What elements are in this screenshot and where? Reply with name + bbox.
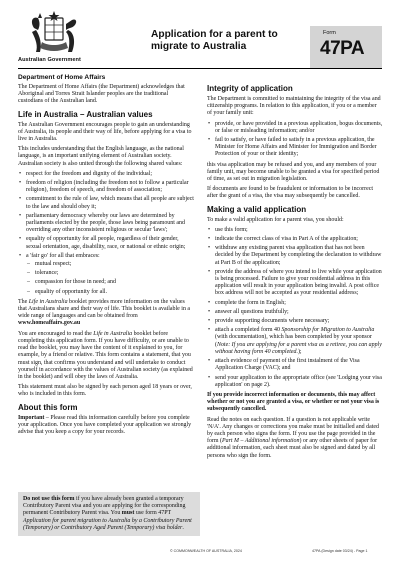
statement-paragraph: This statement must also be signed by each person aged 18 years or over, who is included in this form. bbox=[18, 384, 192, 398]
notice-bold: Do not use this form bbox=[23, 496, 75, 502]
integrity-heading: Integrity of application bbox=[207, 84, 293, 93]
left-column bbox=[18, 84, 194, 439]
instructions-text: Read the notes on each question. If a question is not applicable write 'N/A'. Any changes or corrections you make must be initialled and dated by each person who signs the form. If you use the page provided in the form ( bbox=[207, 416, 379, 445]
page-footer: 47PA (Design date 03/24) - Page 1 bbox=[312, 549, 368, 553]
list-item: • provide the address of where you intend to live while your application is being processed. Failure to give your residential address in this application will result in your application being invalid. A post office box address will not be accepted as your residential address; bbox=[215, 269, 383, 298]
sublist-item: – mutual respect; bbox=[35, 261, 194, 268]
values-heading: Life in Australia – Australian values bbox=[18, 109, 153, 119]
list-item bbox=[26, 253, 194, 296]
retiree-note: Note: If you are applying for a parent visa as a retiree, you can apply without having form 40 completed. bbox=[215, 341, 382, 355]
fair-go-text: a 'fair go' for all that embraces: bbox=[26, 252, 100, 259]
encourage-paragraph bbox=[18, 331, 194, 381]
sublist-item: – tolerance; bbox=[35, 270, 194, 277]
integrity-paragraph: The Department is committed to maintaining the integrity of the visa and citizenship programs. In relation to this application, if you or a member of your family unit: bbox=[207, 96, 381, 117]
right-column bbox=[207, 84, 383, 463]
list-item: • fail to satisfy, or have failed to satisfy in a previous application, the Minister for Home Affairs and Minister for Immigration and Border Protection of your or their identity; bbox=[215, 137, 383, 159]
booklet-title: Life in Australia bbox=[28, 298, 68, 305]
encourage-text: booklet before completing this application form. If you have difficulty, or are unable to read the booklet, you may have the content of it explained to you, for example, by a friend or relative. This form contains a statement, that you must sign, that confirms you understand and will undertake to conduct yourself in accordance with the values of Australian society (as explained in the booklet) and will obey the laws of Australia. bbox=[18, 330, 193, 380]
notice-bold: must bbox=[121, 510, 135, 517]
values-paragraph-1: The Australian Government encourages people to gain an understanding of Australia, its people and their way of life, before applying for a visa to live in Australia. bbox=[18, 121, 192, 143]
notice-text: if you have already been granted a temporary Contributory Parent visa and you are applying for the corresponding permanent Contributory Parent visa. You bbox=[23, 496, 186, 517]
list-text: attach a completed form 40 bbox=[215, 327, 282, 334]
warning-paragraph: If you provide incorrect information or documents, this may affect whether or not you are granted a visa, or whether or not your visa is subsequently cancelled. bbox=[207, 391, 380, 413]
list-item: • withdraw any existing parent visa application that has not been decided by the Department by completing the declaration to withdraw at Part B of the application; bbox=[215, 245, 383, 267]
booklet-title: Life in Australia bbox=[93, 330, 133, 337]
sublist-item: – equality of opportunity for all. bbox=[35, 289, 194, 296]
instructions-text: ) or any other sheets of paper for additional information, each sheet must also be signed and dated by all persons who sign the form. bbox=[207, 438, 378, 459]
form-title: Application for a parent to migrate to Australia bbox=[151, 29, 278, 52]
valid-application-heading: Making a valid application bbox=[207, 204, 307, 214]
list-item: • provide, or have provided in a previous application, bogus documents, or false or misleading information; and/or bbox=[215, 121, 383, 135]
important-label: Important bbox=[18, 414, 45, 421]
list-item: • equality of opportunity for all people, regardless of their gender, sexual orientation, age, disability, race, or national or ethnic origin; bbox=[26, 236, 194, 250]
valid-application-list bbox=[207, 227, 383, 389]
encourage-text: You are encouraged to read the bbox=[18, 330, 94, 337]
header-rule bbox=[18, 68, 382, 69]
values-list bbox=[18, 171, 194, 296]
about-text: – Please read this information carefully before you complete your application. Once you have completed your application we strongly advise that you keep a copy for your records. bbox=[18, 414, 192, 435]
form-40-title: Sponsorship for Migration to Australia bbox=[281, 327, 375, 334]
copyright-footer: © COMMONWEALTH OF AUSTRALIA, 2024 bbox=[170, 549, 242, 553]
notice-text: use form 47PT bbox=[134, 510, 172, 517]
list-item: • use this form; bbox=[215, 227, 383, 234]
fraud-paragraph: If documents are found to be fraudulent or information to be incorrect after the grant of a visa, the visa may subsequently be cancelled. bbox=[207, 186, 374, 200]
acknowledgement-text: The Department of Home Affairs (the Department) acknowledges that Aboriginal and Torres Strait Islander peoples are the traditional custodians of the Australian land. bbox=[18, 84, 185, 105]
booklet-text: booklet provides more information on the values that Australians share and their way of life. This booklet is available in a wide range of languages and can be obtained from bbox=[18, 298, 191, 320]
website-link[interactable]: www.homeaffairs.gov.au bbox=[18, 320, 81, 327]
valid-application-paragraph: To make a valid application for a parent visa, you should: bbox=[207, 216, 344, 223]
sublist-item: – compassion for those in need; and bbox=[35, 279, 194, 286]
about-paragraph bbox=[18, 415, 194, 437]
list-item: • indicate the correct class of visa in Part A of the application; bbox=[215, 236, 383, 243]
form-label: Form bbox=[323, 30, 336, 36]
government-name: Australian Government bbox=[18, 57, 81, 63]
list-item: • freedom of religion (including the freedom not to follow a particular religion), freedom of speech, and freedom of association; bbox=[26, 180, 194, 194]
values-paragraph-2: This includes understanding that the English language, as the national language, is an important unifying element of Australian society. Australian society is also united through the following shared values: bbox=[18, 146, 184, 167]
instructions-paragraph bbox=[207, 417, 383, 460]
notice-form-title: Application for parent migration to Australia by a Contributory Parent (Temporary) or Contributory Aged Parent (Temporary) visa holder bbox=[23, 517, 192, 531]
fair-go-sublist bbox=[26, 261, 194, 296]
refusal-paragraph: this visa application may be refused and you, and any members of your family unit, may become unable to be granted a visa for specified period of time, as set out in migration legislation. bbox=[207, 161, 380, 183]
part-m-title: Part M – Additional information bbox=[222, 438, 300, 445]
list-item: • answer all questions truthfully; bbox=[215, 309, 383, 316]
list-item: • parliamentary democracy whereby our laws are determined by parliaments elected by the people, those laws being paramount and overriding any other inconsistent religious or secular 'laws'; bbox=[26, 213, 194, 235]
booklet-paragraph bbox=[18, 299, 194, 328]
notice-box bbox=[18, 492, 200, 536]
form-number: 47PA bbox=[320, 38, 365, 59]
integrity-list bbox=[207, 121, 383, 159]
list-text: ); bbox=[297, 348, 302, 355]
list-item: • respect for the freedom and dignity of the individual; bbox=[26, 171, 194, 178]
list-item bbox=[215, 327, 383, 356]
list-item: • send your application to the appropriate office (see 'Lodging your visa application' on page 2). bbox=[215, 375, 383, 389]
coat-of-arms-icon bbox=[28, 10, 80, 56]
list-text: (with documentation), which has been completed by your sponsor ( bbox=[215, 334, 372, 348]
department-name: Department of Home Affairs bbox=[18, 74, 106, 81]
list-item: • attach evidence of payment of the first instalment of the Visa Application Charge (VAC); and bbox=[215, 358, 383, 372]
list-item: • complete the form in English; bbox=[215, 300, 383, 307]
notice-text: . bbox=[182, 524, 184, 531]
about-heading: About this form bbox=[18, 402, 78, 412]
booklet-text: The bbox=[18, 298, 29, 305]
list-item: • provide supporting documents where necessary; bbox=[215, 318, 383, 325]
list-item: • commitment to the rule of law, which means that all people are subject to the law and should obey it; bbox=[26, 196, 194, 210]
